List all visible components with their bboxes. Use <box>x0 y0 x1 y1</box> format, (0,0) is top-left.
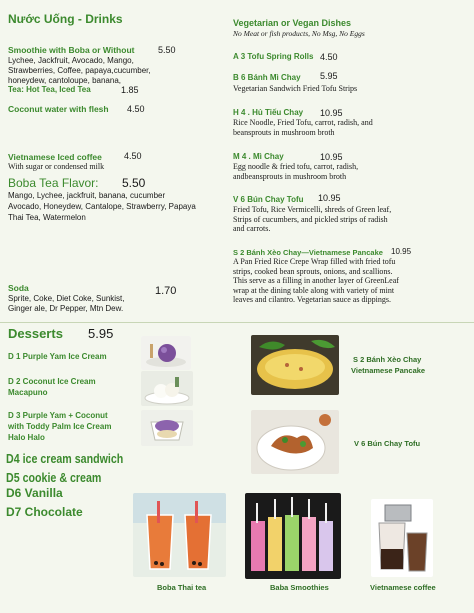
bun-chay-tofu-image <box>251 410 339 474</box>
dessert-d3-line3: Halo Halo <box>8 433 45 442</box>
dessert-d4: D4 ice cream sandwich <box>6 451 124 466</box>
vietnamese-coffee-image <box>371 499 433 577</box>
smoothies-image <box>245 493 341 579</box>
veg-title: Vegetarian or Vegan Dishes <box>233 18 352 28</box>
bun-chay-photo <box>251 410 339 474</box>
veg-item-s2-desc: A Pan Fried Rice Crepe Wrap filled with fried tofu strips, cooked bean sprouts, onions, and scallions. This serve as a filling in another layer of GreenLeaf wrap at the dining table along with variety of mint leaves and cilantro. Vegetarian sauce as dippings. <box>233 257 399 304</box>
section-divider <box>0 322 474 323</box>
soda-price: 1.70 <box>155 285 177 297</box>
smoothie-line2: Strawberries, Coffee, papaya,cucumber, <box>8 66 151 75</box>
boba-line2: Avocado, Honeydew, Cantalope, Strawberry, Papaya <box>8 202 196 211</box>
veg-item-v6-price: 10.95 <box>318 193 341 203</box>
desserts-title: Desserts <box>8 326 63 341</box>
veg-item-b6-price: 5.95 <box>320 71 338 81</box>
smoothie-name: Smoothie with Boba or Without <box>8 45 135 55</box>
boba-thai-tea-caption: Boba Thai tea <box>157 583 207 592</box>
smoothie-line1: Lychee, Jackfruit, Avocado, Mango, <box>8 56 134 65</box>
dessert-d2-photo <box>141 371 193 406</box>
vietnamese-coffee-caption: Vietnamese coffee <box>370 583 436 592</box>
veg-item-h4-price: 10.95 <box>320 108 343 118</box>
halo-halo-image <box>141 410 193 446</box>
veg-item-b6-desc: Vegetarian Sandwich Fried Tofu Strips <box>233 84 358 93</box>
banh-xeo-image <box>251 335 339 395</box>
boba-name: Boba Tea Flavor: <box>8 176 99 190</box>
tea-line: Tea: Hot Tea, Iced Tea <box>8 85 91 94</box>
dessert-d7: D7 Chocolate <box>6 505 83 519</box>
baba-smoothies-photo <box>245 493 341 579</box>
boba-thai-tea-image <box>133 493 226 577</box>
veg-item-s2-name: S 2 Bánh Xèo Chay—Vietnamese Pancake <box>233 248 383 257</box>
pancake-caption-2: Vietnamese Pancake <box>351 366 426 375</box>
dessert-d3-line2: with Toddy Palm Ice Cream <box>8 422 112 431</box>
drinks-title: Nước Uống - Drinks <box>8 12 123 26</box>
smoothie-line3: honeydew, cantoloupe, banana, <box>8 76 121 85</box>
boba-thai-tea-photo <box>133 493 226 577</box>
dessert-d3-line1: D 3 Purple Yam + Coconut <box>8 411 108 420</box>
dessert-d5: D5 cookie & cream <box>6 470 102 485</box>
dessert-d6: D6 Vanilla <box>6 486 63 500</box>
dessert-d2-line2: Macapuno <box>8 388 48 397</box>
vietnamese-coffee-photo <box>371 499 433 577</box>
veg-item-m4-price: 10.95 <box>320 152 343 162</box>
dessert-d1: D 1 Purple Yam Ice Cream <box>8 352 107 361</box>
veg-item-m4-name: M 4 . Mì Chay <box>233 152 284 161</box>
pancake-caption-1: S 2 Bánh Xèo Chay <box>353 355 422 364</box>
boba-price: 5.50 <box>122 176 146 190</box>
baba-smoothies-caption: Baba Smoothies <box>270 583 329 592</box>
pancake-photo <box>251 335 339 395</box>
dessert-d1-photo <box>141 336 191 370</box>
coconut-price: 4.50 <box>127 104 145 114</box>
bun-chay-caption: V 6 Bún Chay Tofu <box>354 439 421 448</box>
dessert-d2-line1: D 2 Coconut Ice Cream <box>8 377 96 386</box>
veg-item-a3-name: A 3 Tofu Spring Rolls <box>233 52 314 61</box>
soda-line1: Sprite, Coke, Diet Coke, Sunkist, <box>8 294 125 303</box>
soda-line2: Ginger ale, Dr Pepper, Mtn Dew. <box>8 304 124 313</box>
iced-coffee-desc: With sugar or condensed milk <box>8 162 105 171</box>
coconut-name: Coconut water with flesh <box>8 104 109 114</box>
veg-item-h4-name: H 4 . Hủ Tiếu Chay <box>233 108 304 117</box>
veg-item-b6-name: B 6 Bánh Mì Chay <box>233 73 301 82</box>
purple-yam-ice-cream-image <box>141 336 191 370</box>
coconut-ice-cream-image <box>141 371 193 406</box>
veg-item-v6-desc: Fried Tofu, Rice Vermicelli, shreds of Green leaf, Strips of cucumbers, and pickled strips of radish and carrots. <box>233 205 392 233</box>
veg-subtitle: No Meat or fish products, No Msg, No Eggs <box>233 29 365 38</box>
boba-line3: Thai Tea, Watermelon <box>8 213 86 222</box>
veg-item-a3-price: 4.50 <box>320 52 338 62</box>
veg-item-h4-desc: Rice Noodle, Fried Tofu, carrot, radish, and beansprouts in mushroom broth <box>233 118 373 137</box>
dessert-d3-photo <box>141 410 193 446</box>
iced-coffee-price: 4.50 <box>124 151 142 161</box>
desserts-price: 5.95 <box>88 326 114 341</box>
veg-item-s2-price: 10.95 <box>391 247 412 256</box>
tea-price: 1.85 <box>121 85 139 95</box>
smoothie-price: 5.50 <box>158 45 176 55</box>
iced-coffee-name: Vietnamese Iced coffee <box>8 152 102 162</box>
boba-line1: Mango, Lychee, jackfruit, banana, cucumber <box>8 191 166 200</box>
veg-item-v6-name: V 6 Bún Chay Tofu <box>233 195 304 204</box>
veg-item-m4-desc: Egg noodle & fried tofu, carrot, radish, andbeansprouts in mushroom broth <box>233 162 359 181</box>
soda-name: Soda <box>8 283 29 293</box>
